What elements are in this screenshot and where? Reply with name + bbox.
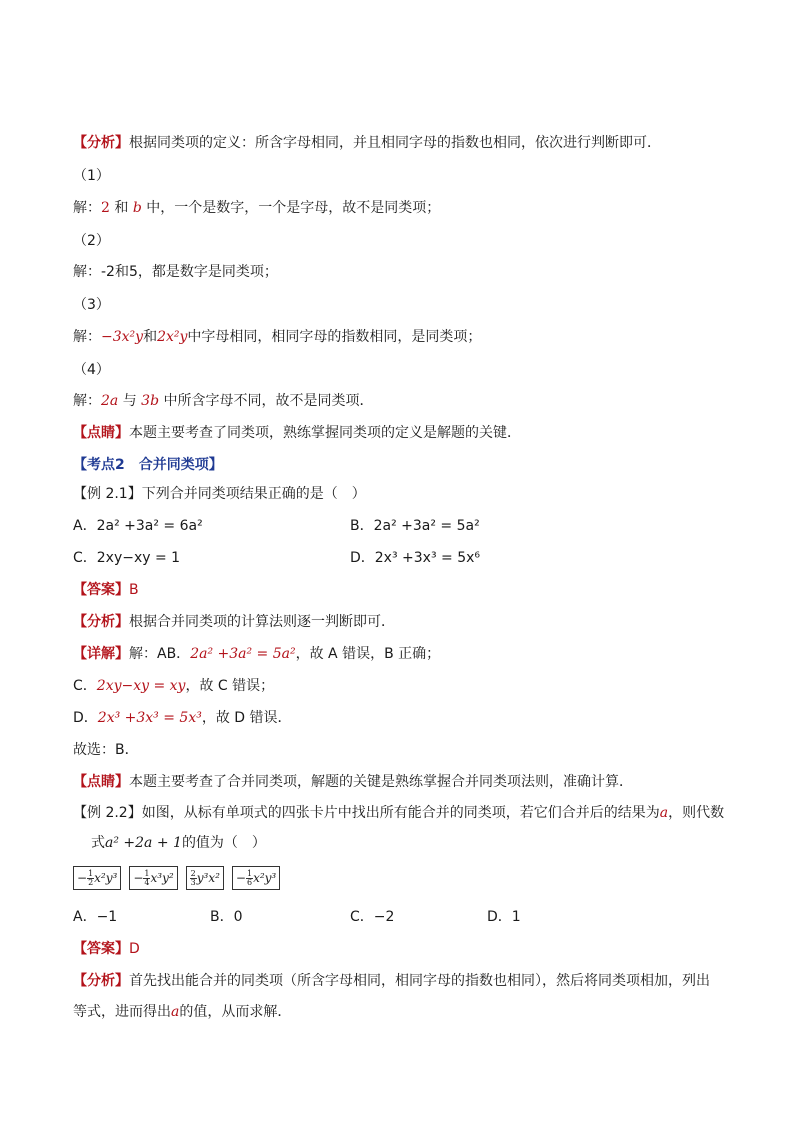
ex21-detail-2: C．2xy−xy = xy，故 C 错误； <box>73 678 275 694</box>
step-2-number: （2） <box>73 233 110 249</box>
section-heading: 【考点2 合并同类项】 <box>73 457 223 473</box>
step-4-solution: 解：2a 与 3b 中所含字母不同，故不是同类项． <box>73 393 374 409</box>
step-4-number: （4） <box>73 362 110 378</box>
monomial-cards <box>73 866 288 894</box>
ex21-option-d: D．2x³ +3x³ = 5x⁶ <box>350 550 481 566</box>
ex21-answer: 【答案】B <box>73 582 139 598</box>
ex22-question-line-2: 式a² +2a + 1的值为（ ） <box>91 835 266 851</box>
ex22-analysis-line-1: 【分析】首先找出能合并的同类项（所含字母相同，相同字母的指数也相同），然后将同类项相加，列出 <box>73 973 710 989</box>
step-3-solution: 解：−3x²y和2x²y中字母相同，相同字母的指数相同，是同类项； <box>73 329 482 345</box>
monomial-card: − $\frac{1}{2}$ x²y³ <box>73 866 121 890</box>
ex22-option-b: B．0 <box>210 909 243 925</box>
example-2-1-question: 【例 2.1】下列合并同类项结果正确的是（ ） <box>73 486 366 502</box>
comment-line-1: 【点睛】本题主要考查了同类项，熟练掌握同类项的定义是解题的关键． <box>73 425 521 441</box>
monomial-card: − $\frac{1}{6}$ x²y³ <box>232 866 280 890</box>
ex21-choice: 故选：B． <box>73 742 139 758</box>
ex21-option-b: B．2a² +3a² = 5a² <box>350 518 480 534</box>
ex22-analysis-line-2: 等式，进而得出a的值，从而求解． <box>73 1004 292 1020</box>
analysis-line-1: 【分析】根据同类项的定义：所含字母相同，并且相同字母的指数也相同，依次进行判断即可． <box>73 135 661 151</box>
ex21-detail-1: 【详解】解：AB．2a² +3a² = 5a²，故 A 错误，B 正确； <box>73 646 441 662</box>
step-1-number: （1） <box>73 168 110 184</box>
ex22-question-line-1: 【例 2.2】如图，从标有单项式的四张卡片中找出所有能合并的同类项，若它们合并后的结果为a，则代数 <box>73 805 725 821</box>
monomial-card: − $\frac{1}{4}$ x³y² <box>129 866 177 890</box>
ex21-detail-3: D．2x³ +3x³ = 5x³，故 D 错误． <box>73 710 292 726</box>
ex21-comment: 【点睛】本题主要考查了合并同类项，解题的关键是熟练掌握合并同类项法则，准确计算． <box>73 774 633 790</box>
ex21-option-a: A．2a² +3a² = 6a² <box>73 518 203 534</box>
ex22-option-c: C．−2 <box>350 909 395 925</box>
ex21-analysis: 【分析】根据合并同类项的计算法则逐一判断即可． <box>73 614 395 630</box>
step-1-solution: 解：2 和 b 中，一个是数字，一个是字母，故不是同类项； <box>73 200 441 216</box>
step-3-number: （3） <box>73 297 110 313</box>
ex22-answer: 【答案】D <box>73 941 140 957</box>
ex22-option-d: D．1 <box>487 909 521 925</box>
step-2-solution: 解：-2和5，都是数字是同类项； <box>73 264 278 280</box>
monomial-card: $\frac{2}{3}$ y³x² <box>186 866 224 890</box>
ex22-option-a: A．−1 <box>73 909 118 925</box>
ex21-option-c: C．2xy−xy = 1 <box>73 550 181 566</box>
